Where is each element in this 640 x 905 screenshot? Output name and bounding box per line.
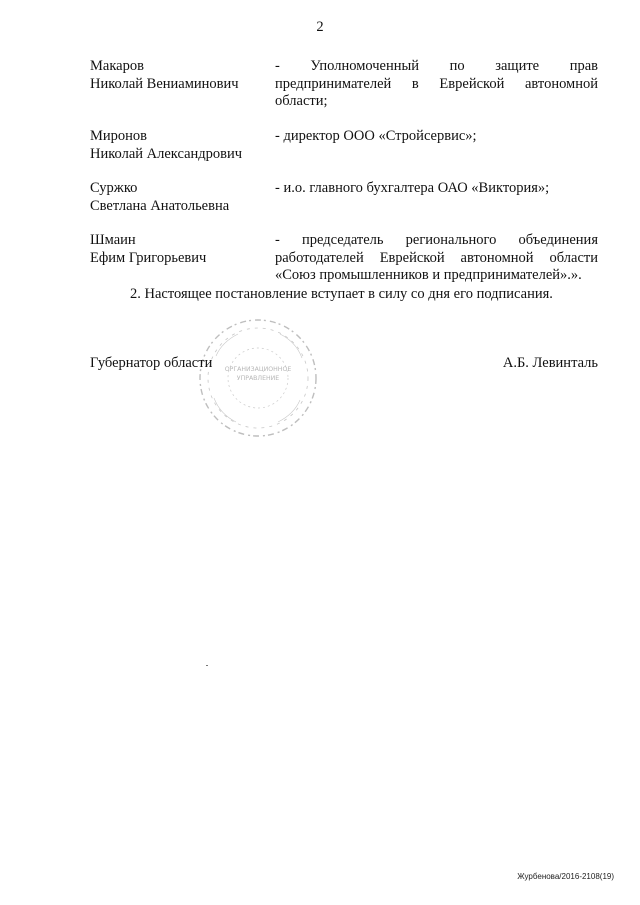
member-surname: Шмаин xyxy=(90,232,136,248)
executor-code: Журбенова/2016-2108(19) xyxy=(517,872,614,881)
svg-text:УПРАВЛЕНИЕ: УПРАВЛЕНИЕ xyxy=(236,375,280,382)
member-name xyxy=(90,232,275,267)
member-description xyxy=(275,128,598,146)
member-given-names: Николай Вениаминович xyxy=(90,75,239,92)
member-surname: Макаров xyxy=(90,58,144,74)
member-given-names: Светлана Анатольевна xyxy=(90,197,230,214)
description-line: работодателей Еврейской автономной области xyxy=(275,249,598,266)
member-name xyxy=(90,180,275,215)
description-line: предпринимателей в Еврейской автономной xyxy=(275,75,598,92)
member-given-names: Николай Александрович xyxy=(90,145,243,162)
svg-text:ОРГАНИЗАЦИОННОЕ: ОРГАНИЗАЦИОННОЕ xyxy=(224,366,292,373)
scan-speck xyxy=(206,665,208,666)
description-line: - председатель регионального объединения xyxy=(275,232,598,248)
description-line: «Союз промышленников и предпринимателей».». xyxy=(275,267,582,283)
member-description xyxy=(275,180,598,198)
member-surname: Миронов xyxy=(90,128,148,144)
clause-effective-date: 2. Настоящее постановление вступает в силу со дня его подписания. xyxy=(130,286,553,302)
signatory-position: Губернатор области xyxy=(90,355,213,371)
member-description xyxy=(275,58,598,111)
signatory-name: А.Б. Левинталь xyxy=(502,355,598,371)
member-name xyxy=(90,128,275,163)
member-surname: Суржко xyxy=(90,180,138,196)
member-given-names: Ефим Григорьевич xyxy=(90,249,207,266)
description-line: - Уполномоченный по защите прав xyxy=(275,58,598,74)
description-line: - директор ООО «Стройсервис»; xyxy=(275,128,477,144)
official-seal-stamp xyxy=(196,316,320,440)
description-line: - и.о. главного бухгалтера ОАО «Виктория»; xyxy=(275,180,550,196)
member-description xyxy=(275,232,598,285)
member-name xyxy=(90,58,275,93)
page-number: 2 xyxy=(316,19,324,35)
description-line: области; xyxy=(275,93,328,109)
